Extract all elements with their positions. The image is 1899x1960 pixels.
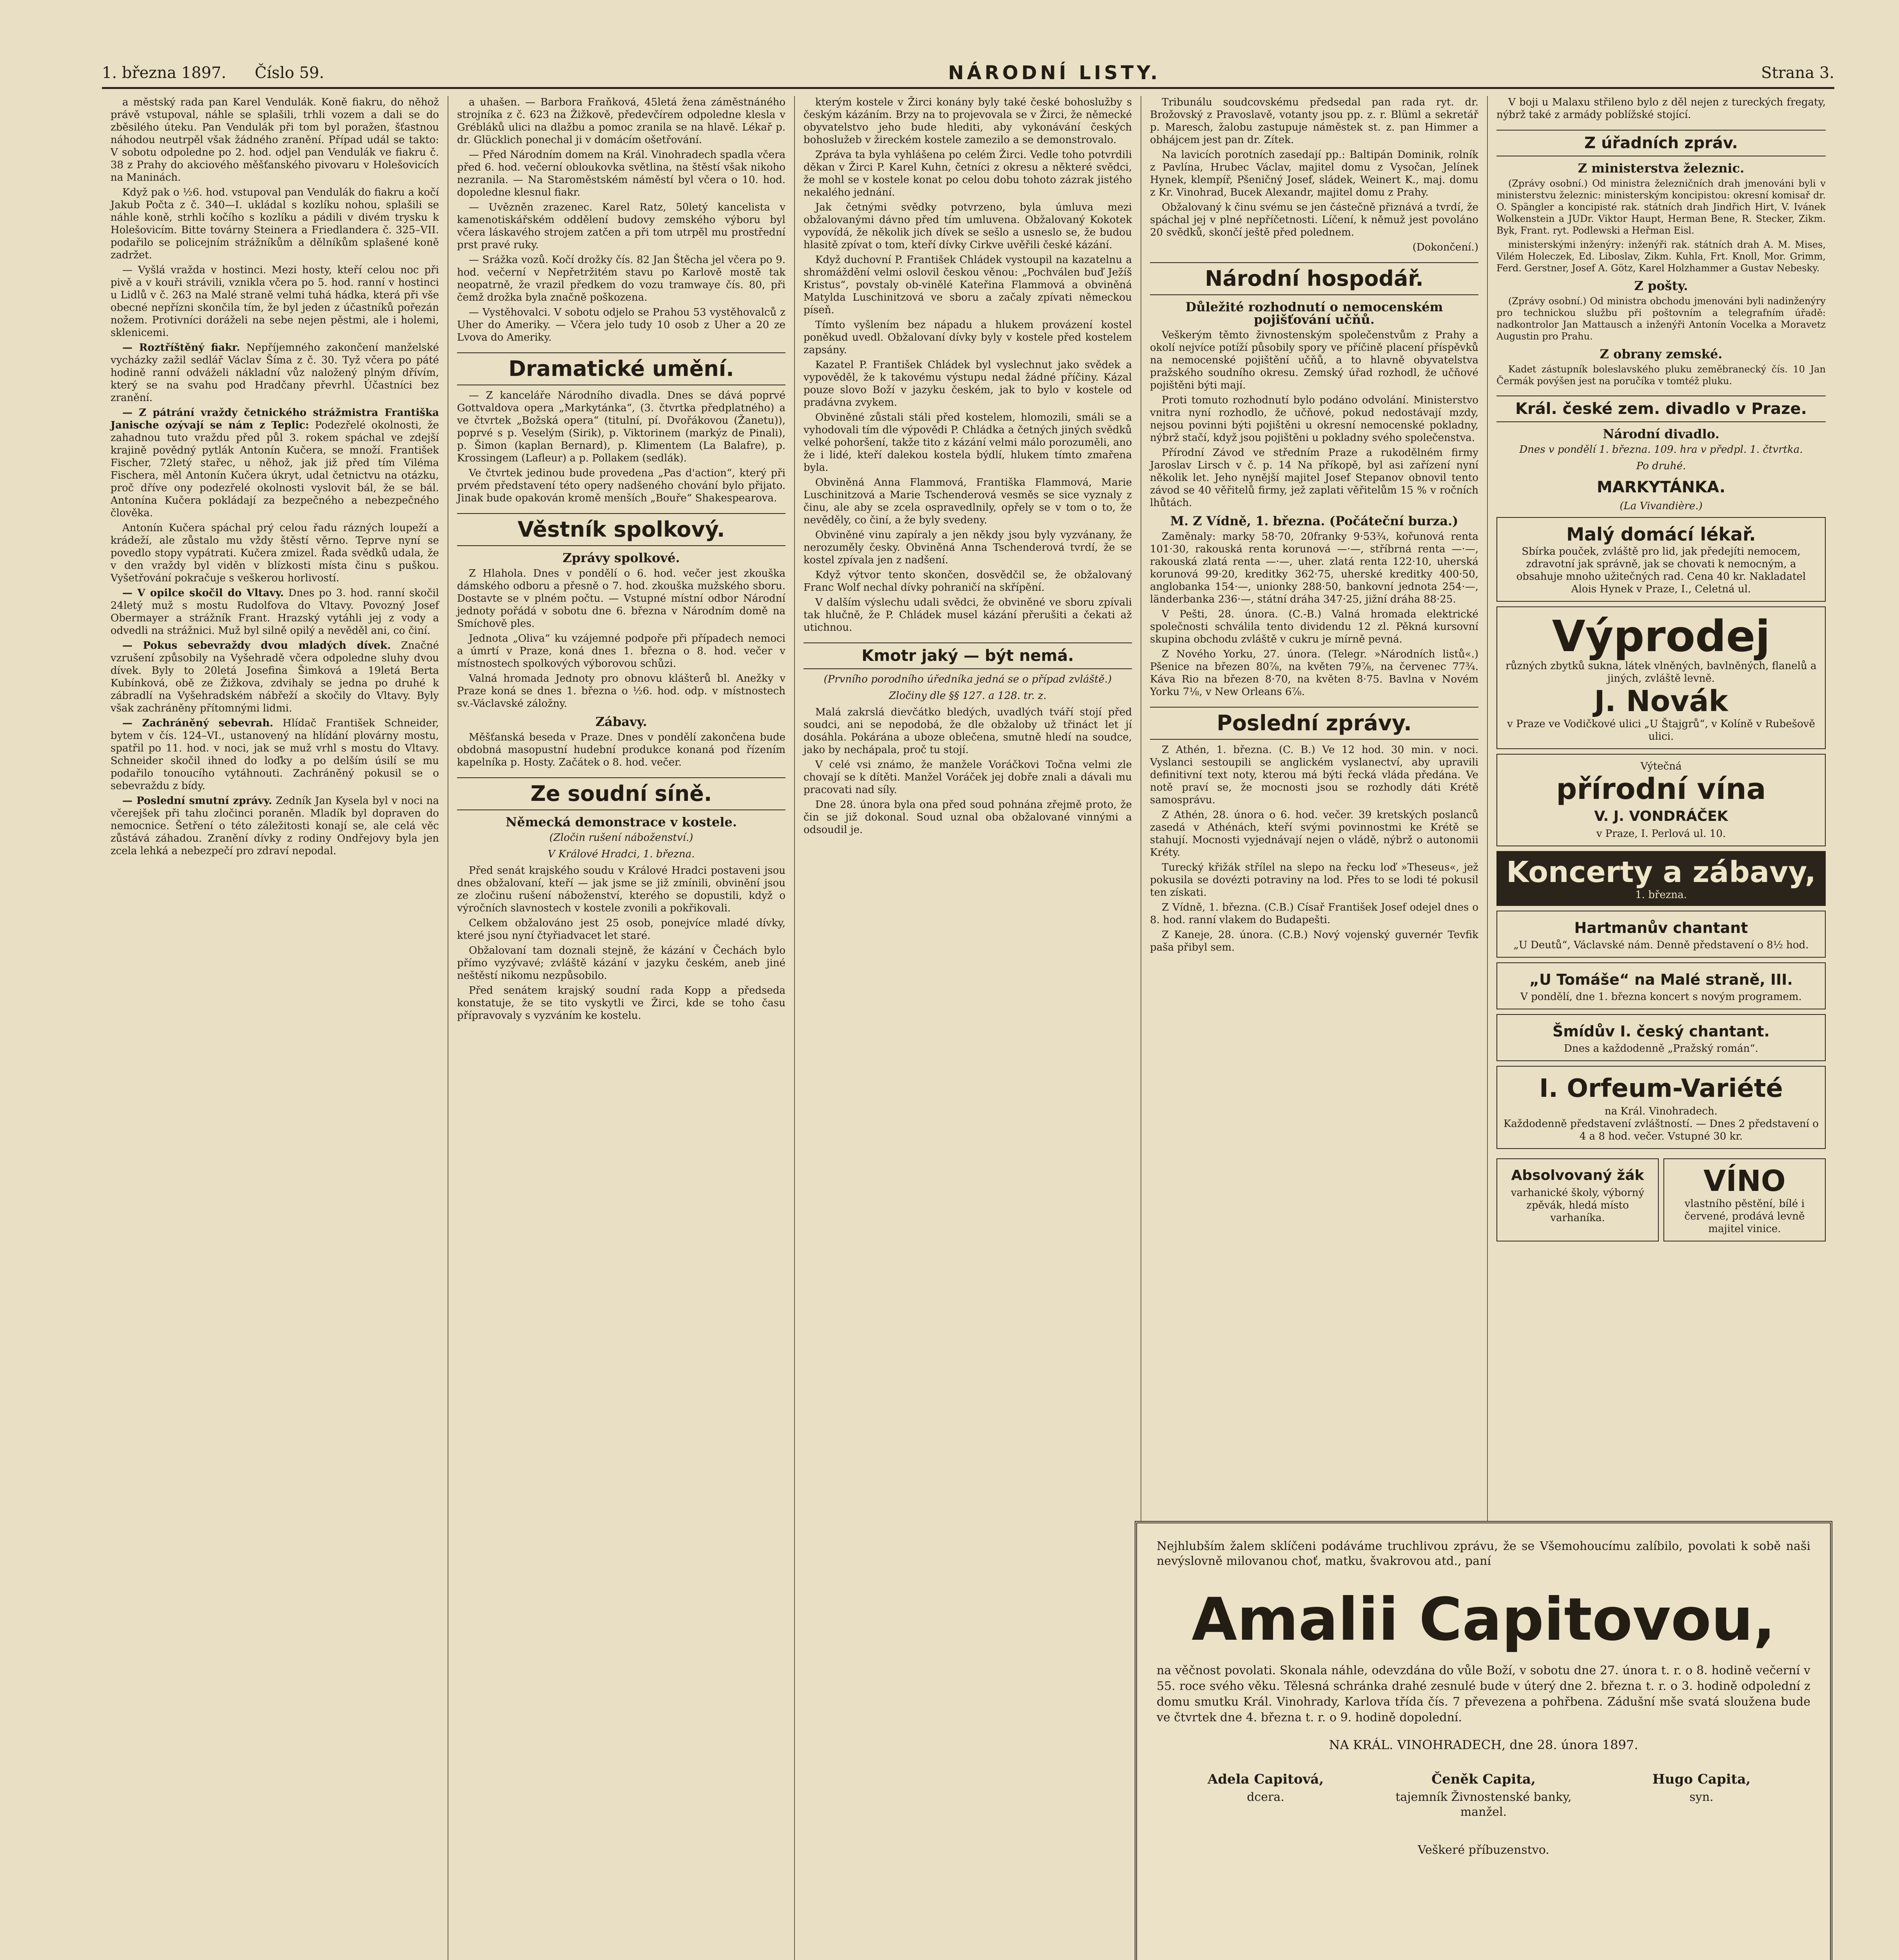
ad-text: různých zbytků sukna, látek vlněných, bavlněných, flanelů a jiných, zvláště levně. bbox=[1505, 660, 1817, 684]
article-paragraph: Kazatel P. František Chládek byl vyslechnut jako svědek a vypověděl, že k takovému výstupu nedal žádné příčiny. Kázal pouze slovo Boží v jazyku českém, jak to bylo v kostele od pradávna zvykem. bbox=[803, 359, 1132, 408]
section-heading-latest-news: Poslední zprávy. bbox=[1150, 707, 1478, 740]
article-paragraph bbox=[111, 587, 439, 637]
article-text: Nepříjemného zakončení manželské vycházky zažil sedlář Václav Šíma z č. 30. Tyž včera po páté hodině ranní odváželi nákladní vůz naložený plným dřívím, který se na svahu pod Hradčany převrhl. Účastníci bez zranění. bbox=[111, 342, 439, 404]
article-paragraph: Tímto vyšlením bez nápadu a hlukem provázení kostel poněkud uvedl. Obžalovaní dívky byly v kostele před kostelem zapsány. bbox=[803, 319, 1132, 356]
ad-hartman-chantant bbox=[1496, 911, 1826, 958]
ad-concerts bbox=[1496, 851, 1826, 906]
article-lead: — Zachráněný sebevrah. bbox=[122, 717, 274, 729]
ad-text: V pondělí, dne 1. března koncert s novým programem. bbox=[1520, 991, 1802, 1003]
dateline: V Králové Hradci, 1. března. bbox=[548, 848, 695, 860]
column-1 bbox=[102, 96, 448, 1960]
article-lead: — Roztříštěný fiakr. bbox=[122, 342, 240, 354]
article-text: Značné vzrušení způsobily na Vyšehradě včera odpoledne sluhy dvou dívek. Byly to 20letá Josefina Šimková a 19letá Berta Kubínková, obě ze Žižkova, zdvihaly se jedna po druhé k zábradlí na Vyšehradském nábřeží a skočily do Vltavy. Byly však zachráněny přítomnými lidmi. bbox=[111, 640, 439, 714]
section-heading-dramatic-arts: Dramatické umění. bbox=[457, 352, 785, 385]
obituary-footer: Veškeré příbuzenstvo. bbox=[1418, 1843, 1549, 1857]
signer-name: Adela Capitová, bbox=[1207, 1771, 1324, 1787]
ad-title: Výprodej bbox=[1552, 611, 1770, 661]
program-line: Dnes v pondělí 1. března. 109. hra v předpl. 1. čtvrtka. bbox=[1519, 444, 1803, 456]
article-paragraph: a městský rada pan Karel Vendulák. Koně fiakru, do něhož právě vstupoval, náhle se splašili, trhli vozem a dali se do zběsilého úteku. Pan Vendulák při tom byl poražen, šťastnou náhodou neutrpěl však žádného zranění. Případ udál se takto: V sobotu odpoledne po 2. hod. odjel pan Vendulák ve fiakru č. 38 z Prahy do akciového měšťanského pivovaru v Holešovicích na Maninách. bbox=[111, 96, 439, 183]
ad-pretitle: Výtečná bbox=[1640, 760, 1682, 772]
article-paragraph: Před senátem krajský soudní rada Kopp a předseda konstatuje, že se tito vyskytli ve Žirci, kde se toho času přípravovaly s vyzváním ke kostelu. bbox=[457, 985, 785, 1022]
obituary-body: na věčnost povolati. Skonala náhle, odevzdána do vůle Boží, v sobotu dne 27. února t. r. o 8. hodině večerní v 55. roce svého věku. Tělesná schránka drahé zesnulé bude v úterý dne 2. března t. r. o 3. hodině odpolední z domu smutku Král. Vinohrady, Karlova třída čís. 7 převezena a pohřbena. Zádušní mše svatá sloužena bude ve čtvrtek dne 4. března t. r. o 9. hodině dopolední. bbox=[1157, 1664, 1810, 1724]
subheading-note: (Zločin rušení náboženství.) bbox=[549, 832, 693, 844]
article-paragraph: Z Nového Yorku, 27. února. (Telegr. »Národních listů«.) Pšenice na březen 80⅞, na květen 79⅞, na červenec 77¾. Káva Rio na březen 8·70, na květen 8·75. Bavlna v Novém Yorku 7⅛, v New Orleans 6⅞. bbox=[1150, 648, 1478, 698]
masthead bbox=[102, 59, 1834, 89]
article-paragraph: — Uvězněn zrazenec. Karel Ratz, 50letý kancelista v kamenotiskářském oddělení budovy zemského výboru byl včera láskavého strojem zatčen a při tom utrpěl mu prostřední prst pravé ruky. bbox=[457, 201, 785, 251]
program-subtitle: (La Vivandière.) bbox=[1620, 500, 1703, 512]
signer bbox=[1386, 1772, 1582, 1820]
obituary-signers bbox=[1157, 1772, 1810, 1820]
ad-text: vlastního pěstění, bílé i červené, prodává levně majitel vinice. bbox=[1684, 1198, 1805, 1235]
ad-orfeum bbox=[1496, 1066, 1826, 1149]
ad-title: I. Orfeum-Variété bbox=[1539, 1074, 1783, 1103]
article-paragraph: — Vyšlá vražda v hostinci. Mezi hosty, kteří celou noc při pivě a v kouři strávili, vznikla včera po 5. hod. ranní v hostinci u Lidlů v č. 263 na Malé straně velmi tuhá hádka, která při vše obecné nepřízni skončila tím, že byl jeden z účastníků pořezán nožem. Protivníci doráželi na sebe nejen pěstmi, ale i holemi, sklenicemi. bbox=[111, 264, 439, 339]
article-paragraph: Přírodní Závod ve středním Praze a rukodělném firmy Jaroslav Lirsch v č. p. 14 Na příkopě, byl asi zařízení nyní několik let. Jeho nynější majitel Josef Stepanov obnovil tento závod se 40 věřitelů firmy, jež zaplati věřitelům 15 % v ročních lhůtách. bbox=[1150, 447, 1478, 509]
ad-title: Koncerty a zábavy, bbox=[1506, 855, 1816, 889]
column-2 bbox=[448, 96, 795, 1960]
ad-title: Malý domácí lékař. bbox=[1566, 524, 1756, 545]
ad-title: Šmídův I. český chantant. bbox=[1553, 1023, 1770, 1040]
article-paragraph: Obviněné vinu zapíraly a jen někdy jsou byly vyzvánany, že nerozuměly česky. Obviněná Anna Tschenderová tvrdí, že se kostel zpívala jen z nadšení. bbox=[803, 529, 1132, 566]
article-paragraph: Tribunálu soudcovskému předsedal pan rada ryt. dr. Brožovský z Pravoslavě, votanty jsou pp. z. r. Blüml a sekretář p. Maresch, žalobu zastupuje náměstek st. z. pan Himmer a obhájcem jest pan dr. Zítek. bbox=[1150, 96, 1478, 146]
ad-sale bbox=[1496, 606, 1826, 749]
article-paragraph: — Z kanceláře Národního divadla. Dnes se dává poprvé Gottvaldova opera „Markytánka“, (3. čtvrtka předplatného) a ve čtvrtek „Božská opera“ (titulní, pí. Dvořákovou (Žanetu)), poprvé s p. Veselým (Sirik), p. Viktorinem (markýz de Pinali), p. Šimon (kaplan Bernard), p. Klimentem (La Balafre), p. Krossingem (Lafleur) a p. Pollakem (sedlák). bbox=[457, 390, 785, 464]
newspaper-title: NÁRODNÍ LISTY. bbox=[948, 62, 1161, 84]
ad-home-doctor bbox=[1496, 517, 1826, 602]
masthead-left bbox=[102, 64, 348, 82]
article-paragraph: Když pak o ½6. hod. vstupoval pan Vendulák do fiakru a kočí Jakub Počta z č. 340—I. ukládal s kozlíku nohou, splašili se náhle koně, strhli kočího s kozlíku a pádili v divém trysku k Holešovicím. Bitte továrny Steinera a Friedlandera č. 325–VII. podařilo se policejním strážníkům a dělníkům splašené koně zadržet. bbox=[111, 187, 439, 261]
article-lead: — Poslední smutní zprávy. bbox=[122, 795, 272, 807]
article-paragraph bbox=[111, 717, 439, 792]
article-paragraph: Na lavicích porotních zasedají pp.: Baltipán Dominik, rolník z Pavlína, Hrubec Václav, majitel domu z Vysočan, Jelínek Hynek, klempíř, Pšeničný Josef, sládek, Weinert K., maj. domu z Kr. Vinohrad, Bucek Alexandr, majitel domu z Prahy. bbox=[1150, 149, 1478, 198]
subheading: Z pošty. bbox=[1634, 278, 1688, 293]
article-paragraph: (Zprávy osobní.) Od ministra obchodu jmenováni byli nadinženýry pro technickou službu při poštovním a telegrafním úřadě: nadkontrolor Jan Mattausch a inženýři Antonín Vocelka a Moravetz Augustin pro Prahu. bbox=[1496, 296, 1826, 342]
signer-role: tajemník Živnostenské banky, manžel. bbox=[1395, 1790, 1572, 1819]
signer-role: dcera. bbox=[1247, 1790, 1284, 1804]
article-paragraph: Veškerým těmto živnostenským společenstvům z Prahy a okolí nejvíce potíží působily spory ve příčině placení příspěvků na nemocenské pojištění učňů, a to hlavně obyvatelstva pražského soudního okresu. Zemský úřad rozhodl, že učňové pojištěni býti mají. bbox=[1150, 329, 1478, 391]
subheading-note: (Prvního porodního úředníka jedná se o případ zvláště.) bbox=[823, 673, 1112, 685]
ad-u-tomase bbox=[1496, 962, 1826, 1009]
article-paragraph: Turecký křižák střílel na slepo na řecku loď »Theseus«, jež pokusila se dovézti potraviny na lod. Přes to se lodi té pokusil ten získati. bbox=[1150, 862, 1478, 898]
obituary-place-date: NA KRÁL. VINOHRADECH, dne 28. února 1897. bbox=[1329, 1737, 1638, 1752]
article-paragraph: — Srážka vozů. Kočí drožky čís. 82 Jan Štěcha jel včera po 9. hod. večerní v Nepřetržitém stavu po Karlově mostě tak neopatrně, že vrazil předkem do vozu tramwaye čís. 80, při čemž drožka byla značně poškozena. bbox=[457, 254, 785, 303]
article-paragraph: Obžalovaní tam doznali stejně, že kázání v Čechách bylo přímo vyzývavé; zvláště kázání v jazyku českém, aneb jiné neštěstí nikomu nezpůsobilo. bbox=[457, 945, 785, 982]
article-paragraph: Zaměnaly: marky 58·70, 20franky 9·53¾, kořunová renta 101·30, rakouská renta korunová —·—, stříbrná renta —·—, rakouská zlatá renta —·—, uher. zlatá renta 122·10, uherská korunová 99·20, kreditky 362·75, uherské kreditky 400·50, anglobanka 154·—, unionky 288·50, bankovní jednota 254·—, länderbanka 236·—, státní dráha 347·25, jižní dráha 88·25. bbox=[1150, 531, 1478, 605]
article-paragraph: a uhašen. — Barbora Fraňková, 45letá žena záměstnáného strojníka z č. 623 na Žižkově, předevčírem odpoledne klesla v Grébláků ulici na dlažbu a pomoc zranila se na hlavě. Lékař p. dr. Glücklich ponechal ji v domácím ošetřování. bbox=[457, 96, 785, 146]
continued-note: (Dokončení.) bbox=[1412, 241, 1478, 253]
signer bbox=[1168, 1772, 1364, 1820]
article-paragraph: Z Athén, 28. února o 6. hod. večer. 39 kretských poslanců zasedá v Athénách, kteří svými povinnostmi ke Krétě se stahují. Mocnosti vyjednávají nejen o vládě, nýbrž o autonomii Kréty. bbox=[1150, 809, 1478, 858]
ad-text: Každodenně představení zvláštností. — Dnes 2 představení o 4 a 8 hod. večer. Vstupné 30 kr. bbox=[1503, 1118, 1819, 1142]
article-paragraph: (Zprávy osobní.) Od ministra železničních drah jmenováni byli v ministerstvu železnic: ministerským koncipistou: okresní komisař dr. O. Spängler a koncipisté rak. státních drah Jindřich Hirt, V. Ivánek Wolkenstein a JUDr. Viktor Haupt, Herman Bene, R. Stecker, Zikm. Byk, Frant. ryt. Podlewski a Heřman Eisl. bbox=[1496, 178, 1826, 236]
article-paragraph: Proti tomuto rozhodnutí bylo podáno odvolání. Ministerstvo vnitra nyní rozhodlo, že učňové, pokud nedostávají mzdy, nejsou povinni býti pojištěni u okresní nemocenské pokladny, nýbrž stačí, když jsou pojištěni u pokladny svého společenstva. bbox=[1150, 394, 1478, 444]
theatre-heading: Král. české zem. divadlo v Praze. bbox=[1496, 396, 1826, 422]
signer-name: Hugo Capita, bbox=[1652, 1771, 1751, 1787]
article-paragraph: Když výtvor tento skončen, dosvědčil se, že obžalovaný Franc Wolf nechal dívky pohraničí na skřípění. bbox=[803, 569, 1132, 593]
article-text: Dnes po 3. hod. ranní skočil 24letý muž s mostu Rudolfova do Vltavy. Povozný Josef Obermayer a strážník Frant. Hrazský vytáhli jej z vody a odvedli na strážnici. Muž byl silně opilý a nevěděl ani, co činí. bbox=[111, 587, 439, 637]
ad-smid-chantant bbox=[1496, 1014, 1826, 1061]
article-paragraph bbox=[111, 407, 439, 519]
article-paragraph: Obžalovaný k činu svému se jen částečně přiznává a tvrdí, že spáchal jej v plné nepříčetnosti. Líčení, k němuž jest povoláno 20 svědků, skončí ještě před polednem. bbox=[1150, 201, 1478, 238]
section-heading-official: Z úřadních zpráv. bbox=[1496, 130, 1826, 156]
article-paragraph: Obviněné zůstali stáli před kostelem, hlomozili, smáli se a vyhodovali tím dle výpovědi P. Chládka a četných jiných svědků velké pohoršení, takže tito z kázání velmi málo porozuměli, ano že i lidé, kteří dalekou kostela býdlí, hlukem tímto zmařena byla. bbox=[803, 412, 1132, 474]
ad-title: „U Tomáše“ na Malé straně, III. bbox=[1529, 971, 1793, 988]
obituary-lead: Nejhlubším žalem sklíčeni podáváme truchlivou zprávu, že se Všemohoucímu zalíbilo, povolati k sobě naši nevýslovně milovanou choť, matku, švakrovou atd., paní bbox=[1157, 1539, 1810, 1568]
obituary-notice bbox=[1135, 1521, 1832, 1960]
article-paragraph: Z Athén, 1. března. (C. B.) Ve 12 hod. 30 min. v noci. Vyslanci sestoupili se anglickém vyslanectví, aby upravili definitivní text noty, kterou má býti řecká vláda předána. Ve notě praví se, že mocnosti jsou se rozhodly dáti Krétě samosprávu. bbox=[1150, 744, 1478, 806]
article-text: Podezřelé okolnosti, že zahadnou tuto vraždu před půl 3. rokem spáchal ve zdejší krajině povědný pytlák Antonín Kučera, se množí. František Fischer, 72letý stařec, u něhož, jak již před tím Viléma Fischera, měl Antonín Kučera úkryt, udal četnictvu na otázku, proč dříve ony podezřelé okolnosti vyslovit bál, že se bál. Antonína Kučera pokládají za bezpečného a nebezpečného člověka. bbox=[111, 419, 439, 519]
ad-date: 1. března. bbox=[1635, 889, 1687, 901]
article-text: Zedník Jan Kysela byl v noci na včerejšek při tahu zločinci poraněn. Mladík byl dopraven do nemocnice. Šetření o této záležitosti konají se, ale celá věc zůstává záhadou. Zranění dívky z rodiny Ondřejovy byla jen zcela lehká a nebezpečí pro zdraví nepodal. bbox=[111, 795, 439, 857]
article-paragraph: Dne 28. února byla ona před soud pohnána zřejmě proto, že čin se již dokonal. Soud uznal oba obžalované vinnými a odsoudil je. bbox=[803, 799, 1132, 836]
article-paragraph: Celkem obžalováno jest 25 osob, ponejvíce mladé dívky, které jsou nyní čtyřiadvacet let staré. bbox=[457, 917, 785, 942]
article-paragraph bbox=[111, 795, 439, 857]
ad-text: „U Deutů“, Václavské nám. Denně představení o 8½ hod. bbox=[1513, 939, 1809, 951]
article-paragraph bbox=[111, 341, 439, 404]
article-paragraph: Z Kaneje, 28. února. (C.B.) Nový vojenský guvernér Tevfik paša přibyl sem. bbox=[1150, 929, 1478, 953]
ad-organist bbox=[1496, 1158, 1659, 1241]
article-paragraph: — Před Národním domem na Král. Vinohradech spadla včera před 6. hod. večerní obloukovka světlina, na štěstí však nikoho nezranila. — Na Staroměstském náměstí byl včera o 10. hod. dopoledne klesnul fiakr. bbox=[457, 149, 785, 198]
issue-number: Číslo 59. bbox=[254, 64, 325, 82]
section-heading-economy: Národní hospodář. bbox=[1150, 262, 1478, 295]
subheading: Národní divadlo. bbox=[1603, 426, 1719, 441]
ad-title: VÍNO bbox=[1703, 1164, 1786, 1198]
article-paragraph: Jak četnými svědky potvrzeno, byla úmluva mezi obžalovanými dávno před tím umluvena. Obžalovaný Kokotek vypovídá, že několik jich dívek se sešlo a usneslo se, že budou hlasitě zpívat o tom, kteří dívky Cirkve uvěřili české kázání. bbox=[803, 201, 1132, 251]
subheading: Důležité rozhodnutí o nemocenském pojišťování učňů. bbox=[1185, 299, 1443, 327]
article-paragraph: Zpráva ta byla vyhlášena po celém Žirci. Vedle toho potvrdili děkan v Žirci P. Karel Kuhn, četníci z okresu a některé svědci, že mohl se v kostele konat po celou dobu tohoto zázrak jistého nekalého jednání. bbox=[803, 149, 1132, 198]
page-number: Strana 3. bbox=[1761, 64, 1834, 82]
article-lead: — Pokus sebevraždy dvou mladých dívek. bbox=[122, 640, 391, 652]
article-lead: — Z pátrání vraždy četnického strážmistra Františka Janische ozývají se nám z Teplic: bbox=[111, 407, 439, 431]
ad-text: Dnes a každodenně „Pražský román“. bbox=[1564, 1043, 1758, 1054]
article-paragraph: Z Hlahola. Dnes v pondělí o 6. hod. večer jest zkouška dámského odboru a přesně o 7. hod. zkouška mužského sboru. Dostavte se v plném počtu. — Vstupné místní odbor Národní jednoty pořádá v sobotu dne 6. března v Národním domě na Smíchově ples. bbox=[457, 568, 785, 630]
article-paragraph: Když duchovní P. František Chládek vystoupil na kazatelnu a shromáždění velmi oslovil českou věnou: „Pochválen buď Ježíš Kristus“, povstaly ob-vinělé Kateřina Flammová a obviněná Matylda Luschinitzová ve sboru a začaly zpívati německou píseň. bbox=[803, 254, 1132, 316]
article-paragraph: V celé vsi známo, že manžele Voráčkovi Točna velmi zle chovají se k dítěti. Manžel Voráček jej dobře znali a dávali mu pracovati nad síly. bbox=[803, 759, 1132, 796]
ad-title: přírodní vína bbox=[1556, 772, 1766, 806]
issue-date: 1. března 1897. bbox=[102, 64, 227, 82]
program-line: Po druhé. bbox=[1636, 460, 1686, 472]
subheading: Německá demonstrace v kostele. bbox=[506, 815, 737, 829]
subheading-note: Zločiny dle §§ 127. a 128. tr. z. bbox=[889, 690, 1047, 702]
program-title: MARKYTÁNKA. bbox=[1596, 478, 1726, 496]
ad-address: v Praze ve Vodičkové ulici „U Štajgrů“, v Kolíně v Rubešově ulici. bbox=[1507, 718, 1815, 742]
ad-firm: J. Novák bbox=[1594, 684, 1728, 718]
article-paragraph: Z Vídně, 1. března. (C.B.) Císař František Josef odejel dnes o 8. hod. ranní vlakem do Budapešti. bbox=[1150, 902, 1478, 926]
article-paragraph: V boji u Malaxu střileno bylo z děl nejen z tureckých fregaty, nýbrž také z armády poblížské stojící. bbox=[1496, 96, 1826, 121]
article-heading-godfather: Kmotr jaký — být nemá. bbox=[803, 642, 1132, 669]
article-paragraph: Antonín Kučera spáchal prý celou řadu rázných loupeží a krádeží, ale zůstalo mu vždy štěstí věrno. Teprve nyní se povedlo stopy vypátrati. Kučera zmizel. Řada svědků udala, že v den vraždy byl viděn v blízkosti místa činu s puškou. Vyšetřování pokračuje s veškerou horlivostí. bbox=[111, 522, 439, 584]
signer-name: Čeněk Capita, bbox=[1431, 1771, 1536, 1787]
article-lead: — V opilce skočil do Vltavy. bbox=[122, 587, 284, 599]
article-paragraph: Malá zakrslá dievčátko bledých, uvadlých tváří stojí před soudci, ani se nepodobá, že dle obžaloby už třináct let jí dosáhla. Pokárána a uboze oblečena, smutně hledí na soudce, jako by nechápala, proč tu stojí. bbox=[803, 706, 1132, 756]
article-paragraph bbox=[111, 639, 439, 715]
column-3 bbox=[795, 96, 1141, 1960]
article-paragraph: Valná hromada Jednoty pro obnovu klášterů bl. Anežky v Praze koná se dnes 1. března o ½6. hod. odp. v místnostech sv.-Václavské záložny. bbox=[457, 673, 785, 710]
ad-address: v Praze, I. Perlová ul. 10. bbox=[1596, 828, 1726, 840]
ad-firm: V. J. VONDRÁČEK bbox=[1594, 808, 1728, 824]
article-paragraph: ministerskými inženýry: inženýři rak. státních drah A. M. Mises, Vilém Holeczek, Ed. Liboslav, Zikm. Kuhla, Frt. Knoll, Mor. Grimm, Ferd. Gerstner, Josef A. Götz, Karel Holzhammer a Gustav Nebesky. bbox=[1496, 239, 1826, 274]
article-paragraph: Obviněná Anna Flammová, Františka Flammová, Marie Luschinitzová a Marie Tschenderová vesměs se sice vyznaly z činu, ale aby se zcela ospravedlnily, opřely se v tom o to, že nevěděly, co činí, a že byly svedeny. bbox=[803, 477, 1132, 526]
subheading: Z ministerstva železnic. bbox=[1578, 161, 1745, 176]
article-paragraph: Kadet zástupník boleslavského pluku zeměbranecký čís. 10 Jan Čermák povýšen jest na poručíka v tomtéž pluku. bbox=[1496, 364, 1826, 387]
subheading: Zprávy spolkové. bbox=[562, 550, 680, 565]
article-paragraph: V Pešti, 28. února. (C.-B.) Valná hromada elektrické společnosti schválila tento dividendu 12 zl. Pěkná kursovní skupina obchodu zvláště v cukru je mírně pevná. bbox=[1150, 608, 1478, 645]
article-paragraph: Ve čtvrtek jedinou bude provedena „Pas d'action“, který při prvém představení této opery nadšeného chování bylo přijato. Jinak bude opakován kromě menších „Bouře“ Shakespearova. bbox=[457, 467, 785, 504]
ad-text: Sbírka pouček, zvláště pro lid, jak předejíti nemocem, zdravotní jak správně, jak se chovati k nemocným, a obsahuje mnoho užitečných rad. Cena 40 kr. Nakladatel Alois Hynek v Praze, I., Celetná ul. bbox=[1516, 546, 1806, 595]
ad-subtitle: na Král. Vinohradech. bbox=[1604, 1105, 1718, 1117]
ad-text: varhanické školy, výborný zpěvák, hledá místo varhaníka. bbox=[1511, 1187, 1645, 1224]
article-text: Hlídač František Schneider, bytem v čís. 124–VI., ustanovený na hlídání plovárny mostu, spatřil po 11. hod. v noci, jak se muž vrhl s mostu do Vltavy. Schneider skočil ihned do loďky a po delším úsilí se mu podařilo tonoucího vytáhnouti. Zachráněný pokusil se o sebevraždu z bídy. bbox=[111, 717, 439, 792]
signer-role: syn. bbox=[1689, 1790, 1714, 1804]
ad-title: Hartmanův chantant bbox=[1574, 919, 1748, 936]
ad-title: Absolvovaný žák bbox=[1511, 1167, 1644, 1183]
ad-wines bbox=[1496, 754, 1826, 846]
signer bbox=[1603, 1772, 1799, 1820]
subheading: M. Z Vídně, 1. března. (Počáteční burza.) bbox=[1170, 514, 1458, 528]
ad-row bbox=[1496, 1154, 1826, 1246]
ad-wine bbox=[1663, 1158, 1826, 1241]
article-paragraph: Jednota „Oliva“ ku vzájemné podpoře při případech nemoci a úmrtí v Praze, koná dnes 1. března o 8. hod. večer v místnostech spolkových výborovou schůzi. bbox=[457, 633, 785, 670]
article-paragraph: V dalším výslechu udali svědci, že obviněné ve sboru zpívali tak hlučně, že P. Chládek musel kázání přerušiti a čekati až utichnou. bbox=[803, 597, 1132, 633]
obituary-name: Amalii Capitovou, bbox=[1192, 1586, 1776, 1654]
article-paragraph: Před senát krajského soudu v Králové Hradci postaveni jsou dnes obžalovaní, kteří — jak jsme se již zmínili, obvinění jsou ze zločinu rušení náboženství, kterého se dopustili, když o výročních slavnostech v kostele zvonili a pokřikovali. bbox=[457, 865, 785, 914]
article-paragraph: — Vystěhovalci. V sobotu odjelo se Prahou 53 vystěhovalců z Uher do Ameriky. — Včera jelo tudy 10 osob z Uher a 20 ze Lvova do Ameriky. bbox=[457, 307, 785, 343]
article-paragraph: kterým kostele v Žirci konány byly také české bohoslužby s českým kázáním. Brzy na to projevovala se v Žirci, že německé obyvatelstvo jeho bude hlediti, aby vykonávání českých bohoslužeb v žireckém kostele zamezilo a se demonstrovalo. bbox=[803, 96, 1132, 146]
section-heading-club-news: Věstník spolkový. bbox=[457, 513, 785, 546]
subheading: Zábavy. bbox=[595, 714, 647, 729]
section-heading-court: Ze soudní síně. bbox=[457, 777, 785, 810]
subheading: Z obrany zemské. bbox=[1600, 347, 1723, 361]
article-paragraph: Měšťanská beseda v Praze. Dnes v pondělí zakončena bude obdobná masopustní hudební produkce konaná pod řízením kapelníka p. Hosty. Začátek o 8. hod. večer. bbox=[457, 731, 785, 768]
